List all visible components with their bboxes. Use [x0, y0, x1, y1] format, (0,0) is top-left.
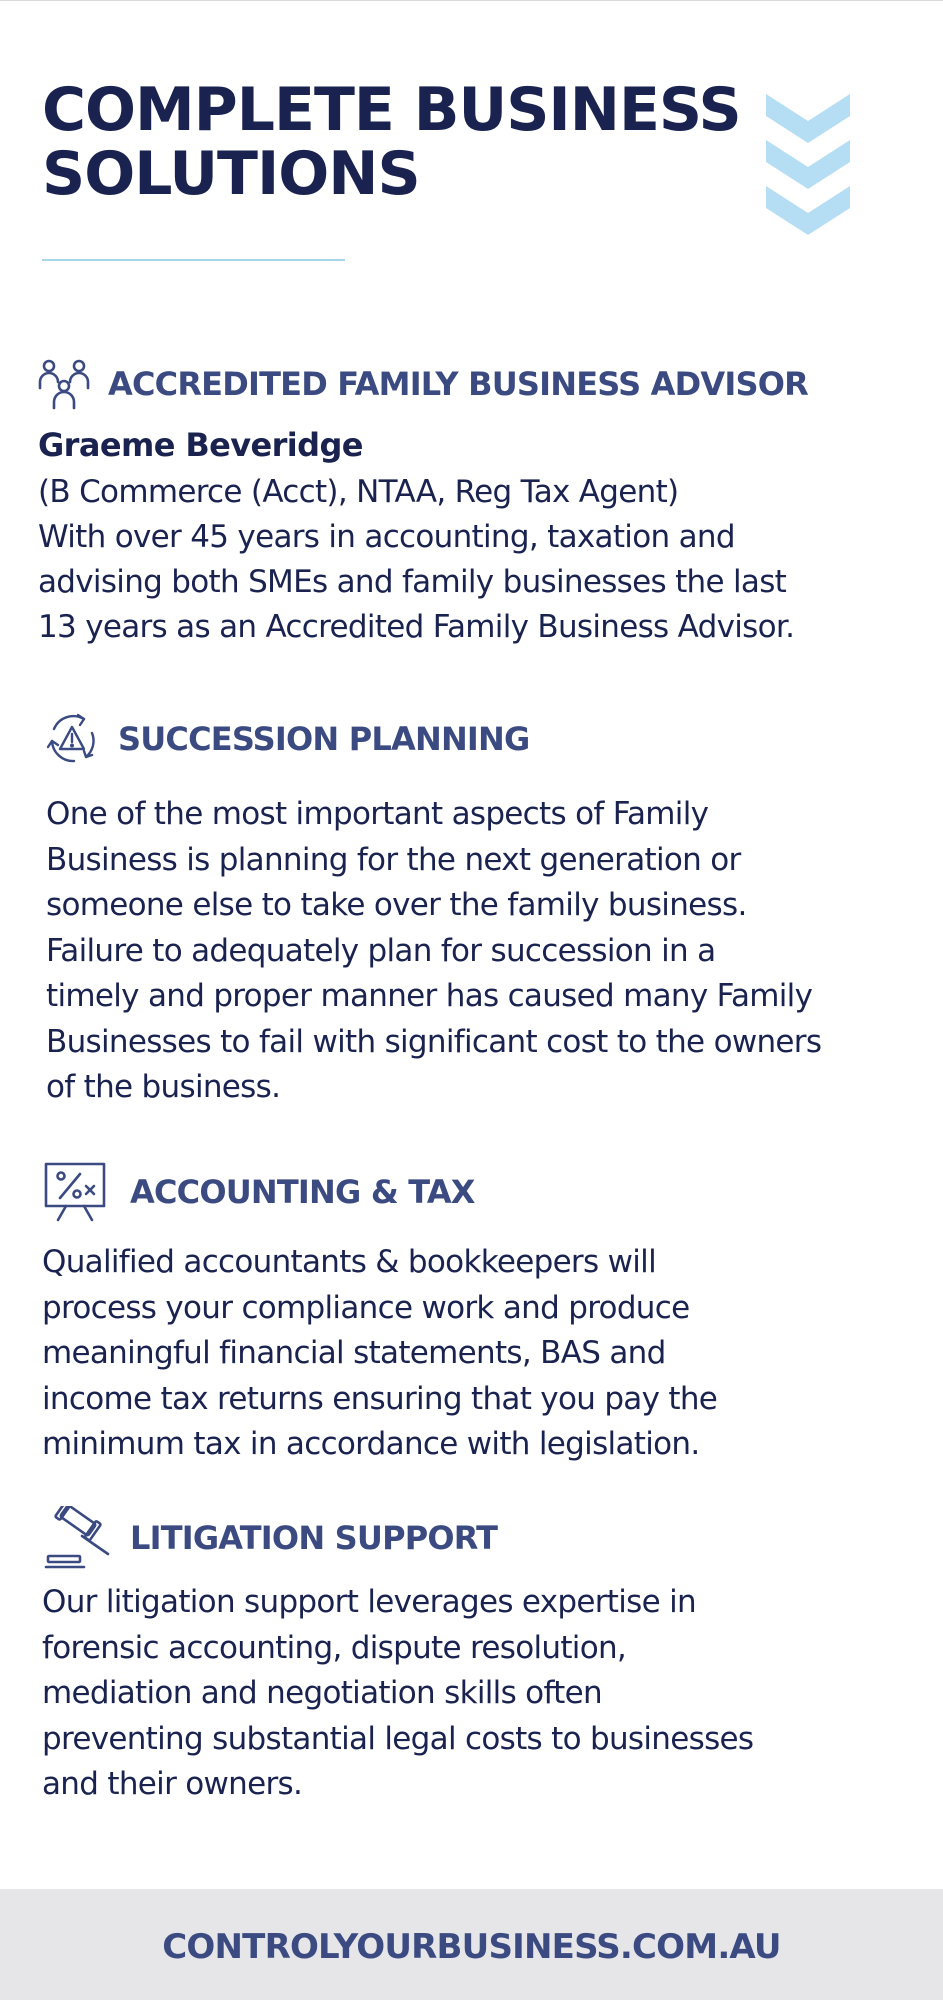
succession-line-6: Businesses to fail with significant cost to the owners	[46, 1023, 822, 1060]
succession-line-2: Business is planning for the next generation or	[46, 841, 741, 878]
succession-description	[46, 792, 821, 1111]
section-title-accounting: ACCOUNTING & TAX	[130, 1173, 475, 1211]
section-title-litigation: LITIGATION SUPPORT	[130, 1519, 498, 1557]
cycle-warning-icon	[44, 711, 100, 767]
accounting-description	[42, 1240, 717, 1468]
litigation-line-3: mediation and negotiation skills often	[42, 1675, 602, 1711]
percent-presentation-board-icon	[44, 1162, 106, 1222]
title-underline	[42, 259, 345, 261]
accounting-line-3: meaningful financial statements, BAS and	[42, 1335, 666, 1371]
litigation-line-5: and their owners.	[42, 1766, 303, 1802]
litigation-line-2: forensic accounting, dispute resolution,	[42, 1629, 627, 1666]
advisor-line-3: advising both SMEs and family businesses the last	[38, 564, 787, 600]
page-title	[42, 75, 741, 209]
litigation-description	[42, 1580, 753, 1808]
litigation-line-1: Our litigation support leverages expertise in	[42, 1584, 696, 1620]
top-divider	[0, 0, 943, 1]
footer-website-link[interactable]: CONTROLYOURBUSINESS.COM.AU	[162, 1927, 781, 1967]
section-heading-accounting	[44, 1162, 475, 1222]
advisor-line-1: (B Commerce (Acct), NTAA, Reg Tax Agent)	[38, 474, 679, 510]
page-title-line-2: SOLUTIONS	[42, 139, 420, 209]
litigation-line-4: preventing substantial legal costs to businesses	[42, 1720, 754, 1757]
section-heading-litigation	[44, 1506, 497, 1570]
section-heading-advisor	[38, 356, 808, 412]
succession-line-1: One of the most important aspects of Family	[46, 796, 709, 832]
page-title-line-1: COMPLETE BUSINESS	[42, 75, 741, 145]
section-title-succession: SUCCESSION PLANNING	[118, 720, 530, 758]
accounting-line-2: process your compliance work and produce	[42, 1289, 690, 1326]
gavel-icon	[44, 1506, 114, 1570]
succession-line-3: someone else to take over the family business.	[46, 887, 747, 923]
advisor-line-2: With over 45 years in accounting, taxation and	[38, 519, 735, 555]
succession-line-5: timely and proper manner has caused many Family	[46, 978, 813, 1014]
triple-chevron-down-icon	[766, 94, 850, 238]
accounting-line-4: income tax returns ensuring that you pay the	[42, 1380, 718, 1417]
section-title-advisor: ACCREDITED FAMILY BUSINESS ADVISOR	[108, 365, 808, 403]
family-group-icon	[38, 358, 90, 410]
section-heading-succession	[44, 710, 529, 768]
succession-line-4: Failure to adequately plan for succession in a	[46, 932, 716, 969]
advisor-line-4: 13 years as an Accredited Family Business Advisor.	[38, 609, 795, 645]
accounting-line-5: minimum tax in accordance with legislation.	[42, 1426, 700, 1462]
succession-line-7: of the business.	[46, 1069, 281, 1105]
advisor-name: Graeme Beveridge	[38, 426, 363, 464]
advisor-description	[38, 470, 794, 650]
accounting-line-1: Qualified accountants & bookkeepers will	[42, 1244, 656, 1280]
